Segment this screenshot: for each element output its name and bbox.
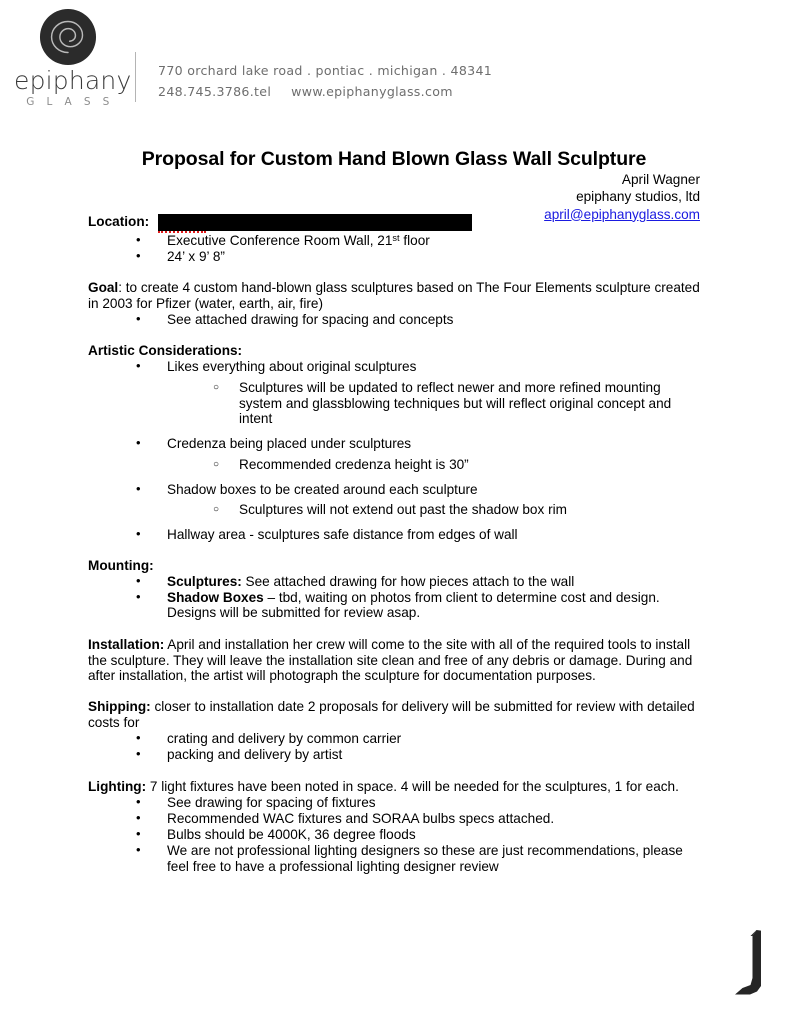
goal-bullet-list (88, 312, 700, 328)
mounting-bullet-list (88, 574, 700, 622)
lighting-bullet-2: Bulbs should be 4000K, 36 degree floods (167, 826, 416, 842)
list-item (136, 590, 700, 621)
contact-name: April Wagner (621, 172, 700, 187)
installation-label: Installation: (88, 636, 165, 652)
page-title: Proposal for Custom Hand Blown Glass Wall Sculpture (141, 148, 647, 170)
section-installation (88, 637, 700, 685)
list-item (136, 811, 700, 827)
website-url: www.epiphanyglass.com (291, 84, 453, 100)
artistic-item-0: Likes everything about original sculptures (167, 359, 417, 375)
list-item (136, 436, 700, 472)
lighting-bullet-1: Recommended WAC fixtures and SORAA bulbs specs attached. (167, 810, 555, 826)
mounting-item-1-text: – tbd, waiting on photos from client to determine cost and design. Designs will be submitted for review asap. (167, 589, 660, 621)
list-item (136, 574, 700, 590)
artistic-item-2: Shadow boxes to be created around each sculpture (167, 481, 478, 497)
goal-paragraph (88, 280, 700, 312)
location-bullet-0-tail: floor (399, 233, 430, 248)
list-item (136, 312, 700, 328)
letterhead-address (158, 60, 492, 102)
artistic-sublist-1 (167, 457, 700, 473)
list-item (136, 843, 700, 874)
phone-number: 248.745.3786.tel (158, 84, 272, 100)
location-bullet-0: Executive Conference Room Wall, 21 (167, 233, 393, 248)
list-item (136, 482, 700, 518)
artistic-subitem-2-0: Sculptures will not extend out past the shadow box rim (239, 502, 567, 518)
document-body (88, 212, 700, 875)
section-location (88, 212, 700, 265)
redacted-location-value (158, 214, 472, 231)
list-item (136, 747, 700, 763)
artistic-sublist-2 (167, 502, 700, 518)
epiphany-hook-mark-icon (726, 928, 762, 1000)
installation-paragraph (88, 637, 700, 685)
location-bullet-1: 24’ x 9’ 8” (167, 249, 225, 265)
list-item (213, 502, 700, 518)
lighting-text: 7 light fixtures have been noted in space. 4 will be needed for the sculptures, 1 for each. (146, 778, 679, 794)
mounting-item-1-bold: Shadow Boxes (167, 589, 264, 605)
shipping-bullet-0: crating and delivery by common carrier (167, 731, 402, 747)
epiphany-logo (14, 8, 132, 108)
shipping-bullet-list (88, 731, 700, 763)
artistic-sublist-0 (167, 380, 700, 427)
goal-text: to create 4 custom hand-blown glass sculptures based on The Four Elements sculpture created in 2003 for Pfizer (water, earth, air, fire) (88, 280, 700, 312)
list-item (213, 457, 700, 473)
installation-text: April and installation her crew will come to the site with all of the required tools to install the sculpture. They will leave the installation site clean and free of any debris or damage. During and after installation, the artist will photograph the sculpture for documentation purposes. (88, 636, 693, 684)
artistic-item-3: Hallway area - sculptures safe distance from edges of wall (167, 526, 518, 542)
list-item (136, 795, 700, 811)
list-item (136, 233, 700, 249)
section-goal (88, 280, 700, 328)
mounting-item-0-bold: Sculptures: (167, 573, 242, 589)
mounting-heading: Mounting: (88, 557, 154, 573)
letterhead-divider (135, 52, 136, 102)
artistic-subitem-0-0: Sculptures will be updated to reflect newer and more refined mounting system and glassblowing techniques but will reflect original concept and intent (239, 380, 672, 427)
goal-bullet-0: See attached drawing for spacing and concepts (167, 312, 454, 328)
logo-wordmark: epiphany (14, 66, 132, 95)
lighting-label: Lighting: (88, 778, 147, 794)
lighting-bullet-3: We are not professional lighting designers so these are just recommendations, please feel free to have a professional lighting designer review (167, 843, 683, 874)
artistic-item-1: Credenza being placed under sculptures (167, 436, 412, 452)
shipping-label: Shipping: (88, 699, 151, 715)
section-shipping (88, 699, 700, 763)
goal-label: Goal (88, 280, 119, 296)
contact-company: epiphany studios, ltd (576, 189, 700, 205)
shipping-text: closer to installation date 2 proposals for delivery will be submitted for review with detailed costs for (88, 699, 695, 731)
logo-subtitle: G L A S S (26, 95, 114, 108)
list-item (136, 527, 700, 543)
location-row (88, 212, 700, 233)
lighting-paragraph (88, 779, 700, 795)
shipping-paragraph (88, 699, 700, 731)
list-item (136, 827, 700, 843)
list-item (136, 249, 700, 265)
list-item (136, 731, 700, 747)
artistic-subitem-1-0: Recommended credenza height is 30” (239, 456, 469, 472)
location-bullet-list (88, 233, 700, 265)
spiral-logo-icon (39, 8, 97, 66)
section-mounting (88, 558, 700, 622)
section-artistic-considerations (88, 343, 700, 542)
address-line: 770 orchard lake road . pontiac . michigan . 48341 (158, 63, 493, 78)
mounting-item-0-text: See attached drawing for how pieces attach to the wall (241, 573, 575, 589)
section-lighting (88, 779, 700, 875)
artistic-heading: Artistic Considerations: (88, 343, 243, 359)
lighting-bullet-list (88, 795, 700, 875)
goal-colon: : (118, 280, 122, 296)
location-label: Location: (88, 214, 150, 229)
lighting-bullet-0: See drawing for spacing of fixtures (167, 794, 376, 810)
ordinal-suffix: st (392, 233, 400, 243)
letterhead (0, 0, 788, 125)
contact-email-link[interactable]: april@epiphanyglass.com (544, 206, 700, 222)
list-item (136, 359, 700, 427)
artistic-bullet-list (88, 359, 700, 542)
address-contact-line (158, 81, 492, 102)
shipping-bullet-1: packing and delivery by artist (167, 747, 343, 763)
list-item (213, 380, 700, 427)
